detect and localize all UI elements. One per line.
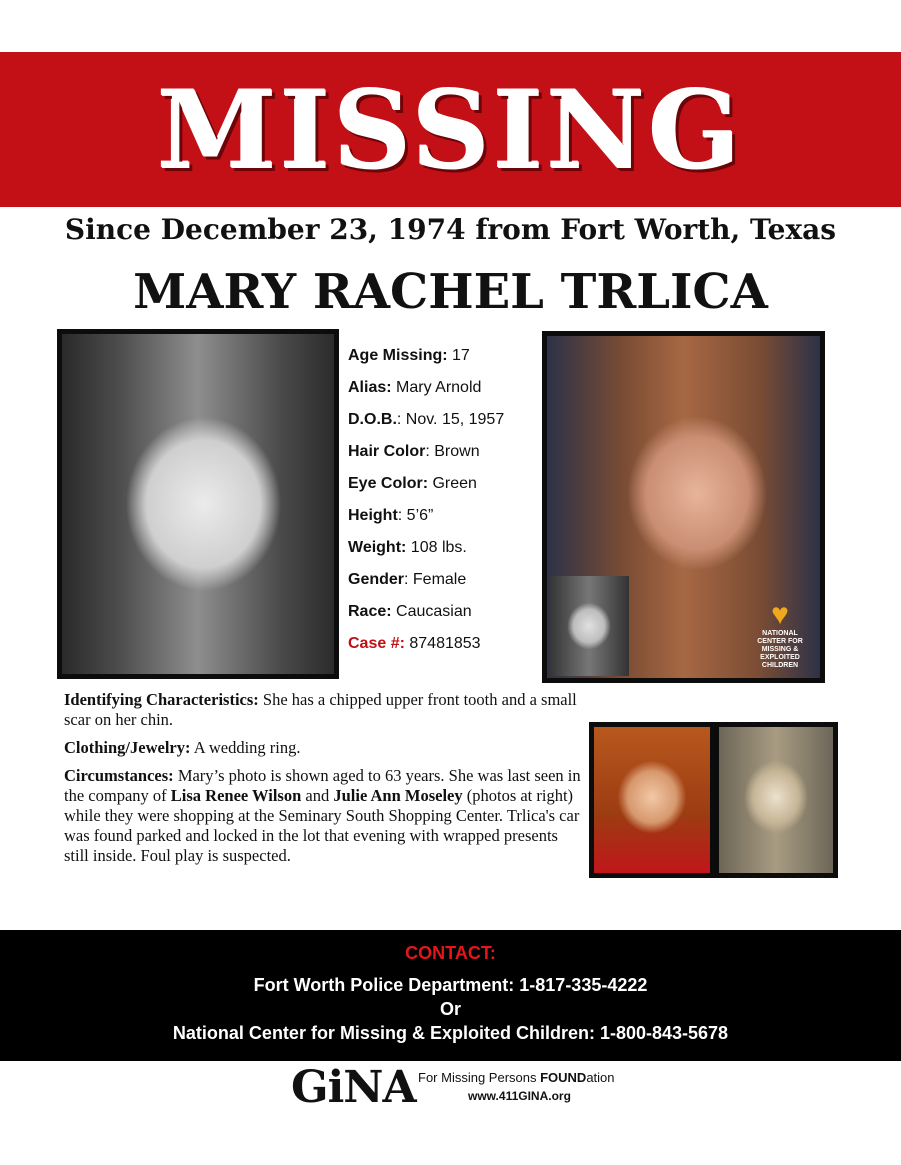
person-name: MARY RACHEL TRLICA: [133, 264, 768, 320]
info-dob: D.O.B.: Nov. 15, 1957: [348, 411, 505, 428]
info-list: [348, 340, 538, 660]
info-age: Age Missing: 17: [348, 347, 470, 364]
photo-julie-ann-moseley: [714, 722, 838, 878]
gina-logo: GiNA: [291, 1062, 416, 1113]
info-alias: Alias: Mary Arnold: [348, 379, 482, 396]
info-hair-color: Hair Color: Brown: [348, 443, 480, 460]
contact-ncmec: National Center for Missing & Exploited Children: 1-800-843-5678: [172, 1023, 729, 1043]
gina-url[interactable]: www.411GINA.org: [468, 1089, 571, 1103]
heart-icon: ♥: [771, 598, 789, 631]
identifying-characteristics: Identifying Characteristics: She has a chipped upper front tooth and a small scar on her chin.: [64, 690, 577, 729]
missing-since-line: Since December 23, 1974 from Fort Worth, Texas: [64, 213, 837, 246]
footer: [291, 1064, 651, 1112]
contact-title: CONTACT:: [405, 943, 496, 963]
info-gender: Gender: Female: [348, 571, 467, 588]
photo-inset-original: [549, 576, 629, 676]
missing-title: MISSING: [157, 68, 744, 194]
photo-missing-person: [57, 329, 339, 679]
gina-tagline: For Missing Persons FOUNDation: [418, 1070, 615, 1085]
info-race: Race: Caucasian: [348, 603, 472, 620]
contact-or: Or: [439, 999, 461, 1019]
info-height: Height: 5’6”: [348, 507, 434, 524]
photo-lisa-renee-wilson: [589, 722, 715, 878]
info-weight: Weight: 108 lbs.: [348, 539, 467, 556]
info-case-number: Case #: 87481853: [348, 635, 481, 652]
info-eye-color: Eye Color: Green: [348, 475, 477, 492]
circumstances: Circumstances: Mary’s photo is shown aged to 63 years. She was last seen in the company of Lisa Renee Wilson and Julie Ann Moseley (photos at right) while they were shopping at the Seminary South Shopping Center. Trlica's car was found parked and locked in the lot that evening with wrapped presents still inside. Foul play is suspected.: [64, 766, 581, 865]
clothing-jewelry: Clothing/Jewelry: A wedding ring.: [64, 738, 301, 757]
case-details: [64, 690, 584, 874]
ncmec-logo: ♥ NATIONAL CENTER FOR MISSING & EXPLOITED CHILDREN: [750, 600, 810, 670]
photo-age-progressed: [542, 331, 825, 683]
contact-police: Fort Worth Police Department: 1-817-335-4222: [253, 975, 648, 995]
contact-section: [0, 930, 901, 1061]
